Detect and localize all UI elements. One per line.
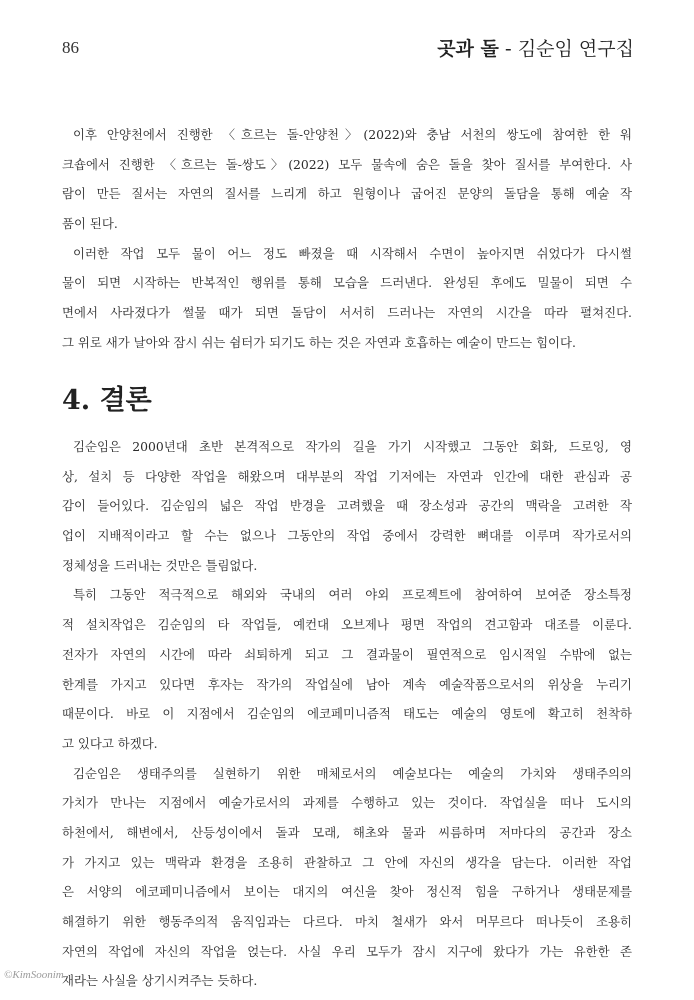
intro-text-block [62,120,632,358]
text-line: 람이 만든 질서는 자연의 질서를 느리게 하고 원형이나 굽어진 문양의 돌담을 통해 예술 작 [62,186,632,202]
text-line: 물이 되면 시작하는 반복적인 행위를 통해 모습을 드러낸다. 완성된 후에도 밀물이 되면 수 [62,275,632,291]
text-line: 전자가 자연의 시간에 따라 쇠퇴하게 되고 그 결과물이 필연적으로 임시적일 수밖에 없는 [62,646,632,662]
paragraph [62,580,632,758]
paragraph [62,759,632,997]
conclusion-text-block [62,432,632,996]
text-line: 재라는 사실을 상기시켜주는 듯하다. [62,973,258,989]
text-line: 김순임은 생태주의를 실현하기 위한 매체로서의 예술보다는 예술의 가치와 생태주의의 [73,765,632,781]
book-subtitle: 김순임 연구집 [517,38,634,60]
paragraph [62,432,632,580]
text-line: 고 있다고 하겠다. [62,735,158,751]
text-line: 그 위로 새가 날아와 잠시 쉬는 쉼터가 되기도 하는 것은 자연과 호흡하는 예술이 만드는 힘이다. [62,334,576,350]
text-line: 가치가 만나는 지점에서 예술가로서의 과제를 수행하고 있는 것이다. 작업실을 떠나 도시의 [62,795,632,811]
text-line: 자연의 작업에 자신의 작업을 얹는다. 사실 우리 모두가 잠시 지구에 왔다가 가는 유한한 존 [62,943,632,959]
text-line: 가 가지고 있는 맥락과 환경을 조용히 관찰하고 그 안에 자신의 생각을 담는다. 이러한 작업 [62,854,632,870]
page-number: 86 [62,38,79,57]
text-line: 상, 설치 등 다양한 작업을 해왔으며 대부분의 작업 기저에는 자연과 인간에 대한 관심과 공 [62,468,632,484]
text-line: 품이 된다. [62,216,118,232]
book-title: 곳과 돌 [437,38,499,60]
copyright-watermark: ©KimSoonim [4,969,64,981]
running-header [437,34,634,61]
text-line: 특히 그동안 적극적으로 해외와 국내의 여러 야외 프로젝트에 참여하여 보여준 장소특정 [73,587,632,603]
text-line: 이러한 작업 모두 물이 어느 정도 빠졌을 때 시작해서 수면이 높아지면 쉬었다가 다시썰 [73,245,632,261]
text-line: 하천에서, 해변에서, 산등성이에서 돌과 모래, 해초와 물과 씨름하며 저마다의 공간과 장소 [62,824,632,840]
text-line: 적 설치작업은 김순임의 타 작업들, 예컨대 오브제나 평면 작업의 견고함과 대조를 이룬다. [62,617,632,633]
header-separator: - [498,38,518,60]
section-heading: 4. 결론 [62,385,152,416]
text-line: 업이 지배적이라고 할 수는 없으나 그동안의 작업 중에서 강력한 뼈대를 이루며 작가로서의 [62,528,632,544]
text-line: 크숍에서 진행한 〈흐르는 돌-쌍도〉(2022) 모두 물속에 숨은 돌을 찾아 질서를 부여한다. 사 [62,156,632,172]
paragraph [62,120,632,239]
paragraph [62,239,632,358]
text-line: 정체성을 드러내는 것만은 틀림없다. [62,557,258,573]
text-line: 감이 들어있다. 김순임의 넓은 작업 반경을 고려했을 때 장소성과 공간의 맥락을 고려한 작 [62,498,632,514]
text-line: 면에서 사라졌다가 썰물 때가 되면 돌담이 서서히 드러나는 자연의 시간을 따라 펼쳐진다. [62,305,632,321]
text-line: 해결하기 위한 행동주의적 움직임과는 다르다. 마치 철새가 와서 머무르다 떠나듯이 조용히 [62,914,632,929]
text-line: 때문이다. 바로 이 지점에서 김순임의 에코페미니즘적 태도는 예술의 영토에 확고히 천착하 [62,706,632,722]
text-line: 은 서양의 에코페미니즘에서 보이는 대지의 여신을 찾아 정신적 힘을 구하거나 생태문제를 [62,884,632,900]
text-line: 김순임은 2000년대 초반 본격적으로 작가의 길을 가기 시작했고 그동안 회화, 드로잉, 영 [73,439,632,454]
text-line: 이후 안양천에서 진행한 〈흐르는 돌-안양천〉(2022)와 충남 서천의 쌍도에 참여한 한 워 [73,127,632,142]
text-line: 한계를 가지고 있다면 후자는 작가의 작업실에 남아 계속 예술작품으로서의 위상을 누리기 [62,676,632,692]
